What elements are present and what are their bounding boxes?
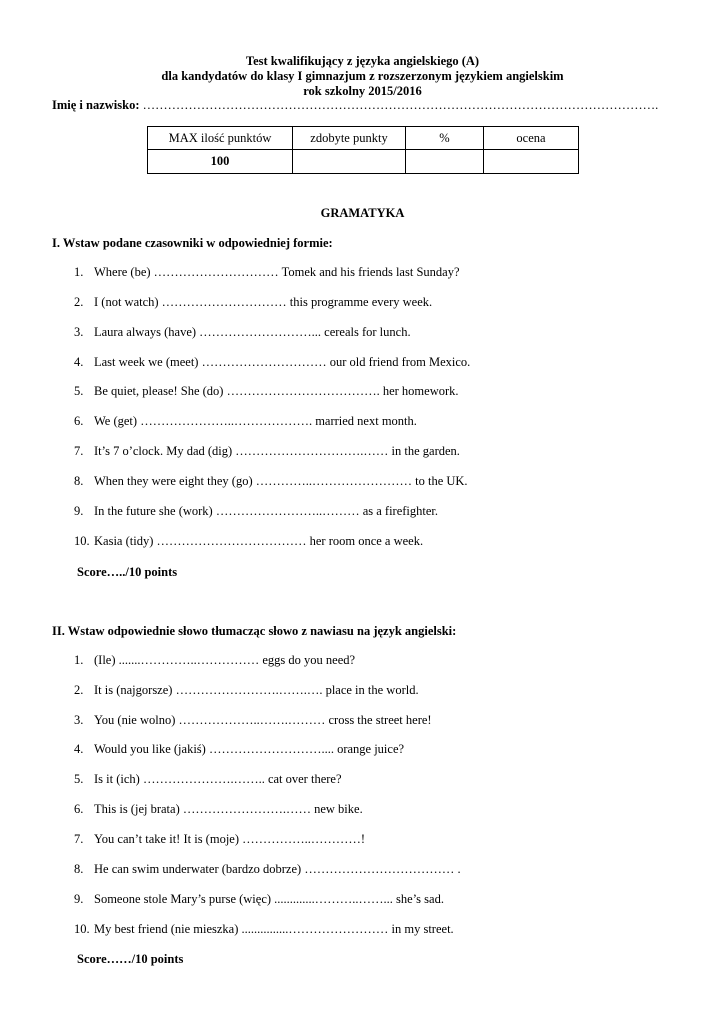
list-item: 6. We (get) …………………..………………. married next month. (74, 414, 417, 428)
list-item: 4. Would you like (jakiś) ……………………….... orange juice? (74, 742, 405, 756)
list-item: 5. Is it (ich) ………………….…….. cat over there? (74, 772, 342, 786)
value-grade[interactable] (484, 150, 579, 174)
header-subtitle: dla kandydatów do klasy I gimnazjum z rozszerzonym językiem angielskim (161, 69, 564, 83)
value-max-points: 100 (148, 150, 293, 174)
list-item: 7. You can’t take it! It is (moje) ……………..…………! (74, 832, 366, 846)
header-percent: % (406, 127, 484, 150)
list-item: 3. You (nie wolno) ………………..…….……… cross the street here! (74, 713, 432, 727)
header-title: Test kwalifikujący z języka angielskiego (A) (245, 54, 480, 68)
score-table (147, 126, 579, 174)
list-item: 10. Kasia (tidy) ……………………………… her room once a week. (74, 534, 424, 548)
list-item: 9. In the future she (work) ……………………..……… as a firefighter. (74, 504, 439, 518)
exercise1-heading: I. Wstaw podane czasowniki w odpowiedniej formie: (52, 236, 333, 250)
exercise1-score: Score…../10 points (77, 565, 178, 579)
header-earned-points: zdobyte punkty (293, 127, 406, 150)
list-item: 10. My best friend (nie mieszka) ...............…………………… in my street. (74, 922, 454, 936)
section-title: GRAMATYKA (320, 206, 405, 220)
list-item: 9. Someone stole Mary’s purse (więc) .............………..……... she’s sad. (74, 892, 444, 906)
list-item: 4. Last week we (meet) ………………………… our old friend from Mexico. (74, 355, 471, 369)
header-max-points: MAX ilość punktów (148, 127, 293, 150)
list-item: 7. It’s 7 o’clock. My dad (dig) ………………………….…… in the garden. (74, 444, 460, 458)
list-item: 2. It is (najgorsze) …………………….…….…. place in the world. (74, 683, 419, 697)
list-item: 1. Where (be) ………………………… Tomek and his friends last Sunday? (74, 265, 460, 279)
exercise2-heading: II. Wstaw odpowiednie słowo tłumacząc słowo z nawiasu na język angielski: (52, 624, 457, 638)
document-header (0, 54, 725, 99)
list-item: 8. When they were eight they (go) …………..…………………… to the UK. (74, 474, 468, 488)
list-item: 2. I (not watch) ………………………… this programme every week. (74, 295, 433, 309)
header-school-year: rok szkolny 2015/2016 (303, 84, 422, 98)
list-item: 6. This is (jej brata) …………………….…… new bike. (74, 802, 363, 816)
list-item: 3. Laura always (have) ………………………... cereals for lunch. (74, 325, 411, 339)
exercise2-score: Score……/10 points (77, 952, 184, 966)
name-field[interactable] (52, 98, 692, 113)
value-earned-points[interactable] (293, 150, 406, 174)
name-dots[interactable]: ……………………………………………………………………………………………………………. (139, 98, 659, 112)
list-item: 8. He can swim underwater (bardzo dobrze) ……………………………… . (74, 862, 461, 876)
score-table-header-row (148, 127, 579, 150)
list-item: 5. Be quiet, please! She (do) ………………………………. her homework. (74, 384, 459, 398)
score-table-value-row (148, 150, 579, 174)
header-grade: ocena (484, 127, 579, 150)
name-label: Imię i nazwisko: (52, 98, 140, 112)
list-item: 1. (Ile) .......…………..…………… eggs do you need? (74, 653, 356, 667)
value-percent[interactable] (406, 150, 484, 174)
